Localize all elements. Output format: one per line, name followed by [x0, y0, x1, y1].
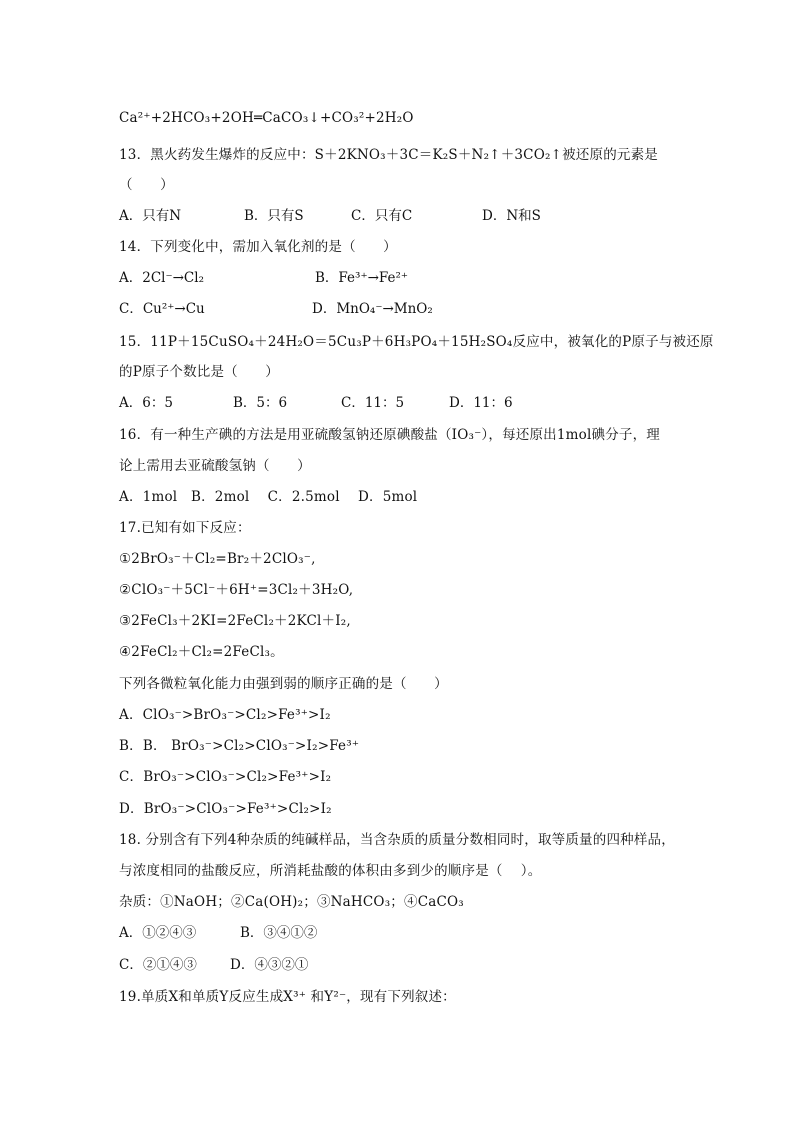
q18-stem: 18. 分别含有下列4种杂质的纯碱样品，当含杂质的质量分数相同时，取等质量的四种样品，: [119, 832, 675, 848]
q18-option-c: C．②①④③: [119, 957, 197, 973]
q13-option-d: D．N和S: [482, 208, 541, 224]
q15-option-a: A．6：5: [119, 395, 173, 411]
q19-stem: 19.单质X和单质Y反应生成X³⁺ 和Y²⁻，现有下列叙述：: [119, 989, 456, 1005]
q17-reaction-2: ②ClO₃⁻＋5Cl⁻＋6H⁺=3Cl₂＋3H₂O,: [119, 582, 354, 598]
q17-reaction-3: ③2FeCl₃＋2KI=2FeCl₂＋2KCl＋I₂,: [119, 613, 351, 629]
q18-option-d: D．④③②①: [230, 957, 309, 973]
q16-stem-cont: 论上需用去亚硫酸氢钠（ ）: [119, 458, 311, 474]
q15-option-d: D．11：6: [449, 395, 513, 411]
q18-option-a: A．①②④③: [119, 925, 197, 941]
q13-option-b: B．只有S: [244, 208, 304, 224]
q14-stem: 14．下列变化中，需加入氧化剂的是（ ）: [119, 239, 397, 255]
q15-option-c: C．11：5: [341, 395, 405, 411]
q15-stem-cont: 的P原子个数比是（ ）: [119, 364, 279, 380]
q16-stem: 16．有一种生产碘的方法是用亚硫酸氢钠还原碘酸盐（IO₃⁻），每还原出1mol碘分子，理: [119, 427, 661, 443]
q16-options: A．1mol B．2mol C．2.5mol D．5mol: [119, 489, 418, 505]
q18-stem-cont: 与浓度相同的盐酸反应，所消耗盐酸的体积由多到少的顺序是（ ）。: [119, 863, 542, 879]
ionic-equation-line: Ca²⁺+2HCO₃+2OH═CaCO₃↓+CO₃²+2H₂O: [119, 110, 414, 126]
q17-option-a: A．ClO₃⁻>BrO₃⁻>Cl₂>Fe³⁺>I₂: [119, 707, 331, 723]
q18-option-b: B．③④①②: [240, 925, 318, 941]
q17-reaction-4: ④2FeCl₂＋Cl₂=2FeCl₃。: [119, 644, 284, 660]
q17-stem: 17.已知有如下反应：: [119, 520, 251, 536]
q17-option-b: B．B． BrO₃⁻>Cl₂>ClO₃⁻>I₂>Fe³⁺: [119, 738, 360, 754]
q17-option-d: D．BrO₃⁻>ClO₃⁻>Fe³⁺>Cl₂>I₂: [119, 801, 332, 817]
q14-option-b: B．Fe³⁺→Fe²⁺: [315, 270, 409, 286]
q15-stem: 15．11P＋15CuSO₄＋24H₂O＝5Cu₃P＋6H₃PO₄＋15H₂SO₄反应中，被氧化的P原子与被还原: [119, 334, 714, 350]
q17-option-c: C．BrO₃⁻>ClO₃⁻>Cl₂>Fe³⁺>I₂: [119, 769, 332, 785]
q13-option-a: A．只有N: [119, 208, 182, 224]
q18-impurities: 杂质：①NaOH；②Ca(OH)₂；③NaHCO₃；④CaCO₃: [119, 894, 464, 910]
q14-option-d: D．MnO₄⁻→MnO₂: [312, 301, 433, 317]
q17-question: 下列各微粒氧化能力由强到弱的顺序正确的是（ ）: [119, 676, 448, 692]
q17-reaction-1: ①2BrO₃⁻＋Cl₂=Br₂＋2ClO₃⁻,: [119, 551, 316, 567]
q13-stem: 13．黑火药发生爆炸的反应中：S＋2KNO₃＋3C＝K₂S＋N₂↑＋3CO₂↑被还原的元素是: [119, 147, 659, 163]
q15-option-b: B．5：6: [233, 395, 288, 411]
q14-option-a: A．2Cl⁻→Cl₂: [119, 270, 204, 286]
q13-blank: （ ）: [119, 177, 174, 193]
q13-option-c: C．只有C: [351, 208, 413, 224]
q14-option-c: C．Cu²⁺→Cu: [119, 301, 205, 317]
